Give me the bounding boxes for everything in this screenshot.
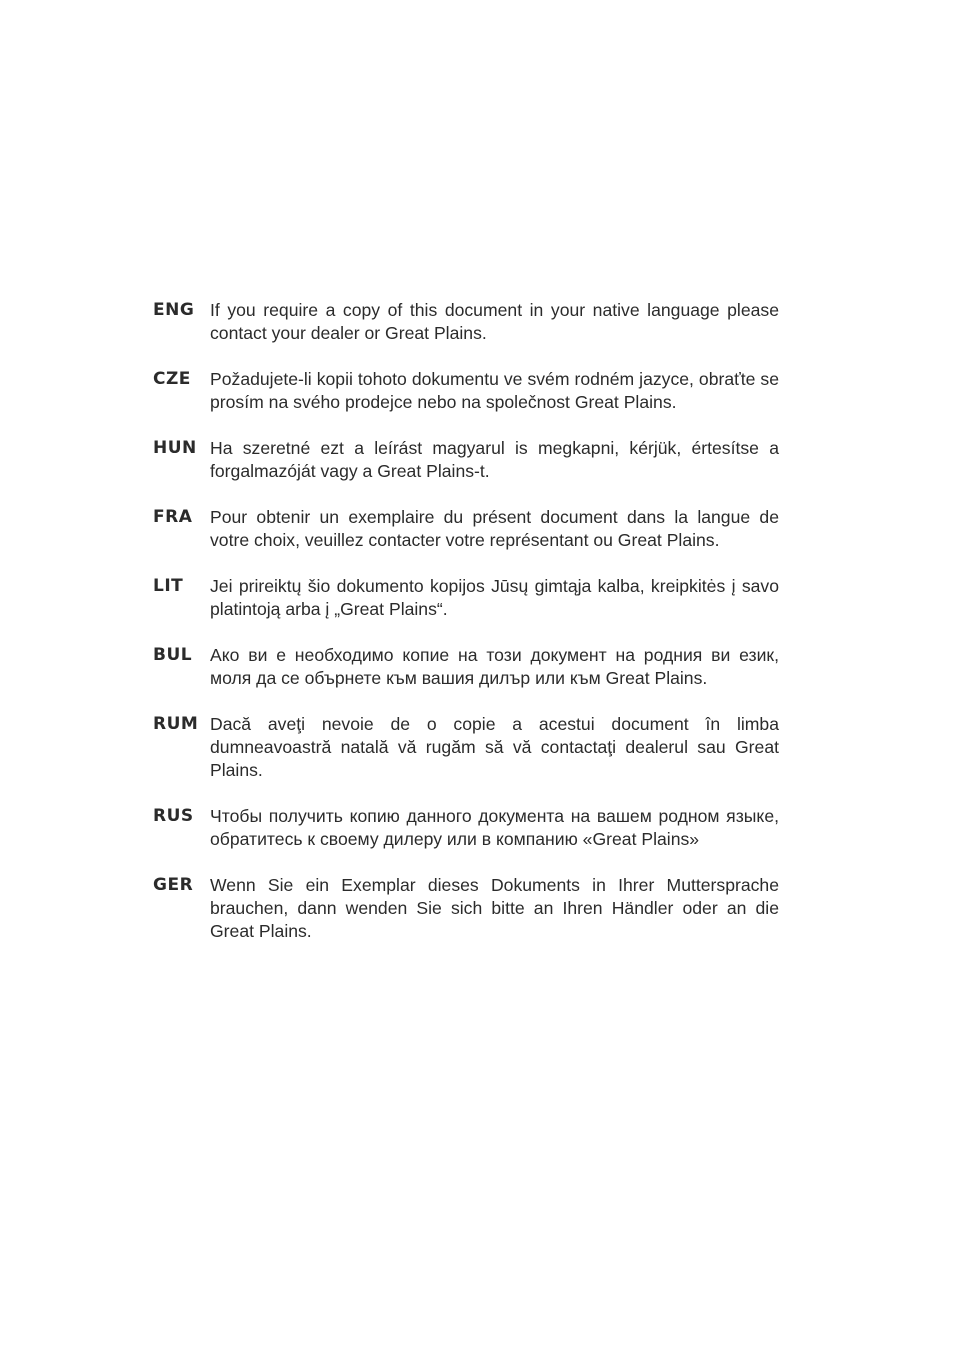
language-code: GER xyxy=(153,875,194,895)
language-entry-rum xyxy=(153,713,779,782)
language-entry-ger xyxy=(153,874,779,943)
language-entry-fra xyxy=(153,506,779,552)
language-notice-list xyxy=(153,299,779,966)
language-code: ENG xyxy=(153,300,195,320)
language-code: RUM xyxy=(153,714,199,734)
language-text: Ha szeretné ezt a leírást magyarul is megkapni, kérjük, értesítse a forgalmazóját vagy a Great Plains-t. xyxy=(210,438,779,481)
language-text: Wenn Sie ein Exemplar dieses Dokuments in Ihrer Muttersprache brauchen, dann wenden Sie sich bitte an Ihren Händler oder an die Great Plains. xyxy=(210,875,779,941)
language-entry-eng xyxy=(153,299,779,345)
language-text: Dacă aveţi nevoie de o copie a acestui document în limba dumneavoastră natală vă rugăm să vă contactaţi dealerul sau Great Plains. xyxy=(210,714,779,780)
language-text: Jei prireiktų šio dokumento kopijos Jūsų gimtąja kalba, kreipkitės į savo platintoją arba į „Great Plains“. xyxy=(210,576,779,619)
language-text: Požadujete-li kopii tohoto dokumentu ve svém rodném jazyce, obraťte se prosím na svého prodejce nebo na společnost Great Plains. xyxy=(210,369,779,412)
language-code: FRA xyxy=(153,507,193,527)
language-text: Pour obtenir un exemplaire du présent document dans la langue de votre choix, veuillez contacter votre représentant ou Great Plains. xyxy=(210,507,779,550)
language-code: LIT xyxy=(153,576,184,596)
language-entry-cze xyxy=(153,368,779,414)
language-code: BUL xyxy=(153,645,193,665)
language-code: CZE xyxy=(153,369,191,389)
language-text: Ако ви е необходимо копие на този документ на родния ви език, моля да се обърнете към вашия дилър или към Great Plains. xyxy=(210,645,779,688)
language-code: RUS xyxy=(153,806,194,826)
language-code: HUN xyxy=(153,438,197,458)
language-text: If you require a copy of this document in your native language please contact your dealer or Great Plains. xyxy=(210,300,779,343)
language-entry-rus xyxy=(153,805,779,851)
language-entry-hun xyxy=(153,437,779,483)
language-text: Чтобы получить копию данного документа на вашем родном языке, обратитесь к своему дилеру или в компанию «Great Plains» xyxy=(210,806,779,849)
language-entry-lit xyxy=(153,575,779,621)
language-entry-bul xyxy=(153,644,779,690)
